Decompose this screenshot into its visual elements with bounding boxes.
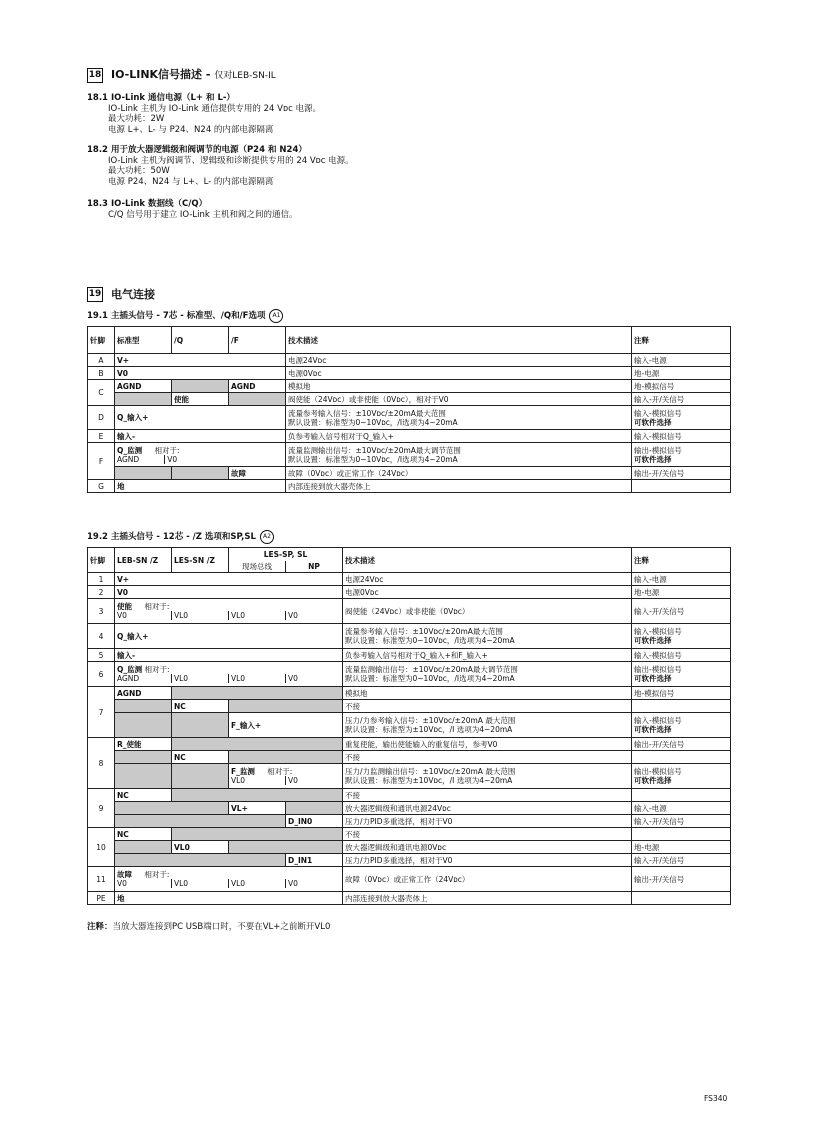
- col-header: LES-SN /Z: [172, 548, 229, 573]
- shaded-cell: [172, 380, 229, 393]
- signal-cell: 使能 相对于: V0 VL0 VL0 V0: [115, 599, 343, 624]
- signal-cell: Q_输入+: [115, 624, 343, 649]
- col-header: 标准型: [115, 327, 172, 354]
- desc-cell: 不接: [343, 789, 632, 802]
- col-header: 技术描述: [343, 548, 632, 573]
- table-row: [88, 393, 731, 406]
- note-cell: 输入-开/关信号: [632, 815, 731, 828]
- desc-cell: 流量监测输出信号：±10Vᴅᴄ/±20mA最大调节范围 默认设置：标准型为0~10Vᴅᴄ，/I选项为4~20mA: [286, 443, 632, 467]
- pin-cell: 8: [88, 738, 115, 789]
- table-row: [88, 367, 731, 380]
- table-row: [88, 738, 731, 751]
- shaded-cell: [115, 802, 229, 815]
- shaded-cell: [229, 751, 343, 764]
- note-cell: 地-电源: [632, 841, 731, 854]
- note-cell: 输入-开/关信号: [632, 393, 731, 406]
- signal-cell: 故障 相对于: V0 VL0 VL0 V0: [115, 867, 343, 892]
- table-row: [88, 764, 731, 789]
- col-header: /F: [229, 327, 286, 354]
- a2-badge-icon: A2: [260, 530, 274, 544]
- table-row: [88, 751, 731, 764]
- shaded-cell: [229, 841, 343, 854]
- signal-cell: 故障: [229, 467, 286, 480]
- signal-cell: NC: [172, 751, 229, 764]
- table-header-row: [88, 327, 731, 354]
- desc-cell: 不接: [343, 828, 632, 841]
- block-line: C/Q 信号用于建立 IO-Link 主机和阀之间的通信。: [108, 209, 298, 220]
- section-title: 电气连接: [111, 287, 155, 301]
- table-row: [88, 649, 731, 662]
- block-18-2: [87, 145, 727, 188]
- desc-cell: 内部连接到放大器壳体上: [286, 480, 632, 493]
- table-row: [88, 662, 731, 687]
- shaded-cell: [172, 687, 343, 700]
- note-cell: 输入-电源: [632, 802, 731, 815]
- table-row: [88, 815, 731, 828]
- signal-cell: 地: [115, 480, 286, 493]
- shaded-cell: [115, 700, 172, 713]
- table-row: [88, 854, 731, 867]
- note-cell: 输入-开/关信号: [632, 599, 731, 624]
- signal-cell: 使能: [172, 393, 229, 406]
- signal-cell: Q_输入+: [115, 406, 286, 430]
- table-1-caption: 19.1 主插头信号 - 7芯 - 标准型、/Q和/F选项 A1: [87, 309, 283, 323]
- pin-cell: 4: [88, 624, 115, 649]
- table-row: [88, 573, 731, 586]
- desc-cell: 流量参考输入信号：±10Vᴅᴄ/±20mA最大范围 默认设置：标准型为0~10Vᴅᴄ，/I选项为4~20mA: [343, 624, 632, 649]
- signal-cell: NC: [115, 828, 172, 841]
- desc-cell: 内部连接到放大器壳体上: [343, 892, 632, 905]
- note-cell: 输入-电源: [632, 354, 731, 367]
- note-cell: 输入-开/关信号: [632, 854, 731, 867]
- shaded-cell: [115, 393, 172, 406]
- signal-cell: F_监测 相对于: VL0 V0: [229, 764, 343, 789]
- col-header: 针脚: [88, 327, 115, 354]
- shaded-cell: [172, 764, 229, 789]
- desc-cell: 电源24Vᴅᴄ: [343, 573, 632, 586]
- section-18-header: [87, 68, 276, 83]
- note-cell: [632, 828, 731, 841]
- signal-cell: NC: [115, 789, 172, 802]
- signal-cell: D_IN0: [286, 815, 343, 828]
- block-18-1: [87, 93, 727, 136]
- pin-cell: 5: [88, 649, 115, 662]
- note-cell: 地-模拟信号: [632, 687, 731, 700]
- signal-cell: VL+: [229, 802, 286, 815]
- shaded-cell: [115, 815, 286, 828]
- pin-cell: 10: [88, 828, 115, 867]
- desc-cell: 负参考输入信号相对于Q_输入+: [286, 430, 632, 443]
- signal-cell: AGND: [229, 380, 286, 393]
- signal-cell: D_IN1: [286, 854, 343, 867]
- signal-cell: V+: [115, 354, 286, 367]
- shaded-cell: [172, 828, 343, 841]
- desc-cell: 故障（0Vᴅᴄ）或正常工作（24Vᴅᴄ）: [343, 867, 632, 892]
- note-cell: 输出-模拟信号 可软件选择: [632, 662, 731, 687]
- block-line: IO-Link 主机为阀调节、逻辑级和诊断提供专用的 24 Vᴅᴄ 电源。: [108, 155, 354, 166]
- table-row: [88, 687, 731, 700]
- table-header-row: [88, 548, 731, 561]
- table-2-caption: 19.2 主插头信号 - 12芯 - /Z 选项和SP,SL A2: [87, 530, 274, 544]
- shaded-cell: [115, 841, 172, 854]
- pin-cell: D: [88, 406, 115, 430]
- signal-cell: V0: [115, 586, 343, 599]
- pin-cell: G: [88, 480, 115, 493]
- signal-cell: Q_监测 相对于: AGND V0: [115, 443, 286, 467]
- shaded-cell: [115, 764, 172, 789]
- shaded-cell: [115, 751, 172, 764]
- table-row: [88, 700, 731, 713]
- col-header: 现场总线: [229, 561, 286, 573]
- table-row: [88, 802, 731, 815]
- desc-cell: 负参考输入信号相对于Q_输入+和F_输入+: [343, 649, 632, 662]
- col-header: /Q: [172, 327, 229, 354]
- block-line: 最大功耗：2W: [108, 114, 165, 125]
- note-cell: 输出-开/关信号: [632, 867, 731, 892]
- table-row: [88, 713, 731, 738]
- table-row: [88, 586, 731, 599]
- pin-cell: B: [88, 367, 115, 380]
- pin-cell: E: [88, 430, 115, 443]
- table-row: [88, 406, 731, 430]
- note-cell: 输入-电源: [632, 573, 731, 586]
- desc-cell: 模拟地: [286, 380, 632, 393]
- block-line: IO-Link 主机为 IO-Link 通信提供专用的 24 Vᴅᴄ 电源。: [108, 103, 321, 114]
- shaded-cell: [172, 789, 343, 802]
- desc-cell: 放大器逻辑级和通讯电源0Vᴅᴄ: [343, 841, 632, 854]
- note-cell: 输出-模拟信号 可软件选择: [632, 443, 731, 467]
- table-row: [88, 599, 731, 624]
- desc-cell: 压力/力监测输出信号：±10Vᴅᴄ/±20mA 最大范围 默认设置：标准型为±10Vᴅᴄ，/I 选项为4~20mA: [343, 764, 632, 789]
- note-cell: 输入-模拟信号 可软件选择: [632, 624, 731, 649]
- col-header: 注释: [632, 327, 731, 354]
- desc-cell: 流量参考输入信号：±10Vᴅᴄ/±20mA最大范围 默认设置：标准型为0~10Vᴅᴄ，/I选项为4~20mA: [286, 406, 632, 430]
- pin-cell: 3: [88, 599, 115, 624]
- table-12-pin: [87, 547, 731, 905]
- block-18-3: [87, 199, 727, 220]
- col-header: 针脚: [88, 548, 115, 573]
- table-7-pin: [87, 326, 731, 493]
- table-row: [88, 380, 731, 393]
- signal-cell: 输入-: [115, 649, 343, 662]
- shaded-cell: [172, 467, 229, 480]
- note-cell: 输入-模拟信号 可软件选择: [632, 406, 731, 430]
- block-heading: 18.2 用于放大器逻辑级和阀调节的电源（P24 和 N24）: [87, 145, 307, 155]
- table-row: [88, 892, 731, 905]
- table-row: [88, 867, 731, 892]
- block-line: 最大功耗：50W: [108, 166, 170, 177]
- block-heading: 18.3 IO-Link 数据线（C/Q）: [87, 199, 208, 209]
- page-number: FS340: [704, 1094, 728, 1103]
- note-cell: 输出-开/关信号: [632, 467, 731, 480]
- pin-cell: 7: [88, 687, 115, 738]
- desc-cell: 压力/力PID多重选择，相对于V0: [343, 854, 632, 867]
- col-header: LES-SP, SL: [229, 548, 343, 561]
- table-row: [88, 443, 731, 467]
- table-row: [88, 828, 731, 841]
- a1-badge-icon: A1: [269, 309, 283, 323]
- shaded-cell: [115, 713, 172, 738]
- shaded-cell: [229, 393, 286, 406]
- col-header: LEB-SN /Z: [115, 548, 172, 573]
- section-number: 19: [87, 287, 103, 302]
- signal-cell: AGND: [115, 380, 172, 393]
- pin-cell: F: [88, 443, 115, 480]
- pin-cell: 6: [88, 662, 115, 687]
- table-row: [88, 467, 731, 480]
- note-cell: [632, 700, 731, 713]
- desc-cell: 不接: [343, 700, 632, 713]
- block-heading: 18.1 IO-Link 通信电源（L+ 和 L-）: [87, 93, 235, 103]
- note-cell: [632, 751, 731, 764]
- table-row: [88, 354, 731, 367]
- table-row: [88, 624, 731, 649]
- note-cell: 输入-模拟信号: [632, 649, 731, 662]
- pin-cell: 11: [88, 867, 115, 892]
- table-row: [88, 430, 731, 443]
- section-title: IO-LINK信号描述 - 仅对LEB-SN-IL: [111, 68, 276, 82]
- signal-cell: V+: [115, 573, 343, 586]
- signal-cell: V0: [115, 367, 286, 380]
- signal-cell: VL0: [172, 841, 229, 854]
- section-number: 18: [87, 68, 103, 83]
- pin-cell: C: [88, 380, 115, 406]
- pin-cell: PE: [88, 892, 115, 905]
- pin-cell: 1: [88, 573, 115, 586]
- note-cell: [632, 480, 731, 493]
- col-header: 技术描述: [286, 327, 632, 354]
- shaded-cell: [229, 700, 343, 713]
- pin-cell: 2: [88, 586, 115, 599]
- shaded-cell: [115, 854, 286, 867]
- signal-cell: Q_监测 相对于: AGND VL0 VL0 V0: [115, 662, 343, 687]
- desc-cell: 压力/力参考输入信号：±10Vᴅᴄ/±20mA 最大范围 默认设置：标准型为±10Vᴅᴄ，/I 选项为4~20mA: [343, 713, 632, 738]
- block-line: 电源 P24、N24 与 L+、L- 的内部电源隔离: [108, 176, 274, 187]
- signal-cell: R_使能: [115, 738, 172, 751]
- desc-cell: 放大器逻辑级和通讯电源24Vᴅᴄ: [343, 802, 632, 815]
- desc-cell: 电源24Vᴅᴄ: [286, 354, 632, 367]
- note-cell: 输入-模拟信号: [632, 430, 731, 443]
- signal-cell: 输入-: [115, 430, 286, 443]
- desc-cell: 电源0Vᴅᴄ: [286, 367, 632, 380]
- table-row: [88, 841, 731, 854]
- note-cell: 地-电源: [632, 367, 731, 380]
- table-row: [88, 789, 731, 802]
- desc-cell: 电源0Vᴅᴄ: [343, 586, 632, 599]
- shaded-cell: [115, 467, 172, 480]
- desc-cell: 故障（0Vᴅᴄ）或正常工作（24Vᴅᴄ）: [286, 467, 632, 480]
- desc-cell: 不接: [343, 751, 632, 764]
- signal-cell: AGND: [115, 687, 172, 700]
- table-row: [88, 480, 731, 493]
- signal-cell: F_输入+: [229, 713, 343, 738]
- note-cell: 地-电源: [632, 586, 731, 599]
- col-header: 注释: [632, 548, 731, 573]
- shaded-cell: [172, 738, 343, 751]
- desc-cell: 阀使能（24Vᴅᴄ）或非使能（0Vᴅᴄ），相对于V0: [286, 393, 632, 406]
- footnote: 注释：当放大器连接到PC USB端口时，不要在VL+之前断开VL0: [87, 922, 331, 932]
- note-cell: [632, 892, 731, 905]
- desc-cell: 压力/力PID多重选择，相对于V0: [343, 815, 632, 828]
- pin-cell: 9: [88, 789, 115, 828]
- pin-cell: A: [88, 354, 115, 367]
- note-cell: 输入-模拟信号 可软件选择: [632, 713, 731, 738]
- note-cell: 输出-模拟信号 可软件选择: [632, 764, 731, 789]
- signal-cell: 地: [115, 892, 343, 905]
- note-cell: 输出-开/关信号: [632, 738, 731, 751]
- note-cell: [632, 789, 731, 802]
- shaded-cell: [172, 713, 229, 738]
- note-cell: 地-模拟信号: [632, 380, 731, 393]
- desc-cell: 流量监测输出信号：±10Vᴅᴄ/±20mA最大调节范围 默认设置：标准型为0~10Vᴅᴄ，/I选项为4~20mA: [343, 662, 632, 687]
- signal-cell: NC: [172, 700, 229, 713]
- desc-cell: 模拟地: [343, 687, 632, 700]
- shaded-cell: [286, 802, 343, 815]
- desc-cell: 阀使能（24Vᴅᴄ）或非使能（0Vᴅᴄ）: [343, 599, 632, 624]
- desc-cell: 重复使能，输出使能输入的重复信号，参考V0: [343, 738, 632, 751]
- section-19-header: [87, 287, 155, 302]
- col-header: NP: [286, 561, 343, 573]
- block-line: 电源 L+、L- 与 P24、N24 的内部电源隔离: [108, 124, 274, 135]
